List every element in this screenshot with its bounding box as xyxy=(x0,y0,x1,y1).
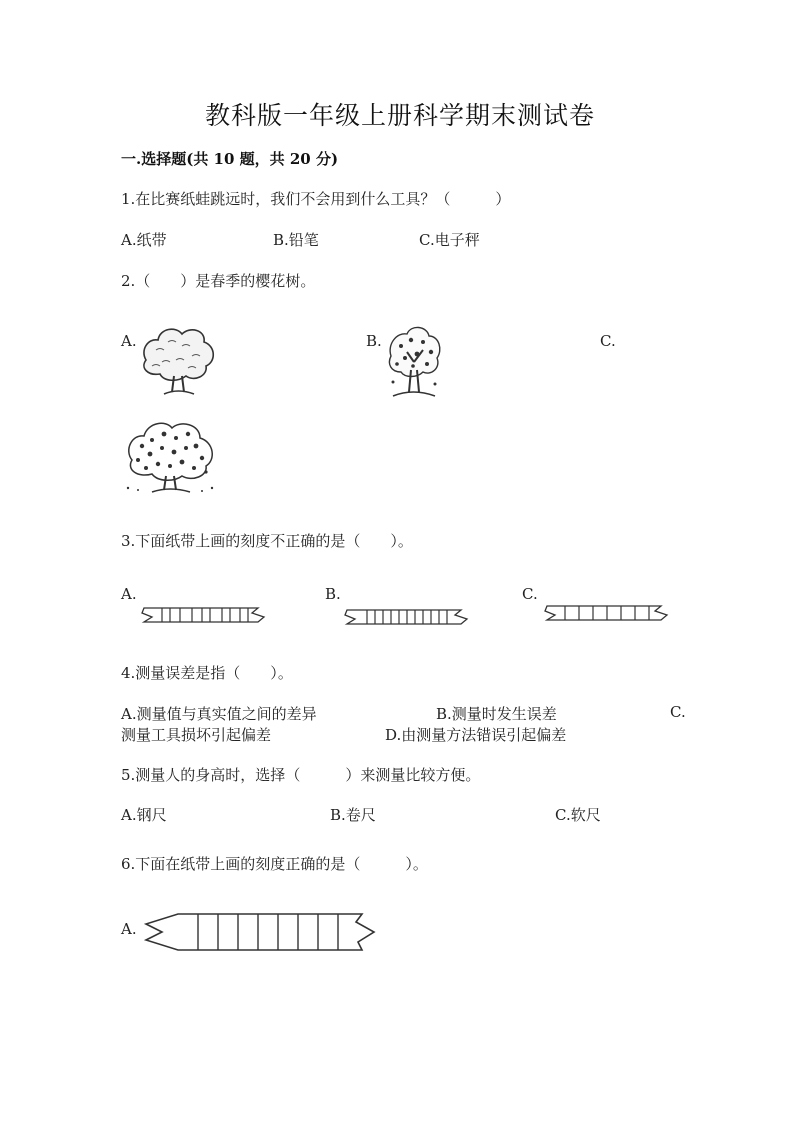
tree-b-image xyxy=(383,322,445,402)
question-3: 3.下面纸带上画的刻度不正确的是（ ）。 xyxy=(121,532,413,550)
q4-option-d[interactable]: D.由测量方法错误引起偏差 xyxy=(385,726,567,744)
q1-option-a[interactable]: A.纸带 xyxy=(121,231,167,249)
question-6: 6.下面在纸带上画的刻度正确的是（ ）。 xyxy=(121,855,428,873)
paper-strip-q6 xyxy=(140,910,382,954)
q3-option-c[interactable]: C. xyxy=(522,585,538,603)
q1-option-c[interactable]: C.电子秤 xyxy=(419,231,480,249)
q5-option-b[interactable]: B.卷尺 xyxy=(330,806,376,824)
q4-option-a[interactable]: A.测量值与真实值之间的差异 xyxy=(121,705,317,723)
paper-strip-b xyxy=(343,607,469,627)
q2-option-a[interactable]: A. xyxy=(121,332,137,350)
paper-strip-a xyxy=(140,605,266,625)
question-5: 5.测量人的身高时，选择（ ）来测量比较方便。 xyxy=(121,766,481,784)
question-1: 1.在比赛纸蛙跳远时，我们不会用到什么工具？（ ） xyxy=(121,190,511,208)
q4-option-c-text[interactable]: 测量工具损坏引起偏差 xyxy=(121,726,272,744)
q2-option-b[interactable]: B. xyxy=(366,332,382,350)
q6-option-a[interactable]: A. xyxy=(121,920,137,938)
q5-option-c[interactable]: C.软尺 xyxy=(555,806,601,824)
q3-option-a[interactable]: A. xyxy=(121,585,137,603)
tree-c-image xyxy=(122,416,220,496)
page-title: 教科版一年级上册科学期末测试卷 xyxy=(204,101,595,130)
q4-option-b[interactable]: B.测量时发生误差 xyxy=(436,705,557,723)
question-2: 2.（ ）是春季的樱花树。 xyxy=(121,272,316,290)
paper-strip-c xyxy=(543,603,669,623)
q5-option-a[interactable]: A.钢尺 xyxy=(121,806,167,824)
tree-a-image xyxy=(138,320,218,400)
q3-option-b[interactable]: B. xyxy=(325,585,341,603)
q2-option-c[interactable]: C. xyxy=(600,332,616,350)
q1-option-b[interactable]: B.铅笔 xyxy=(273,231,319,249)
section-heading: 一.选择题(共 10 题，共 20 分) xyxy=(121,150,339,168)
q4-option-c[interactable]: C. xyxy=(670,703,686,721)
question-4: 4.测量误差是指（ ）。 xyxy=(121,664,293,682)
